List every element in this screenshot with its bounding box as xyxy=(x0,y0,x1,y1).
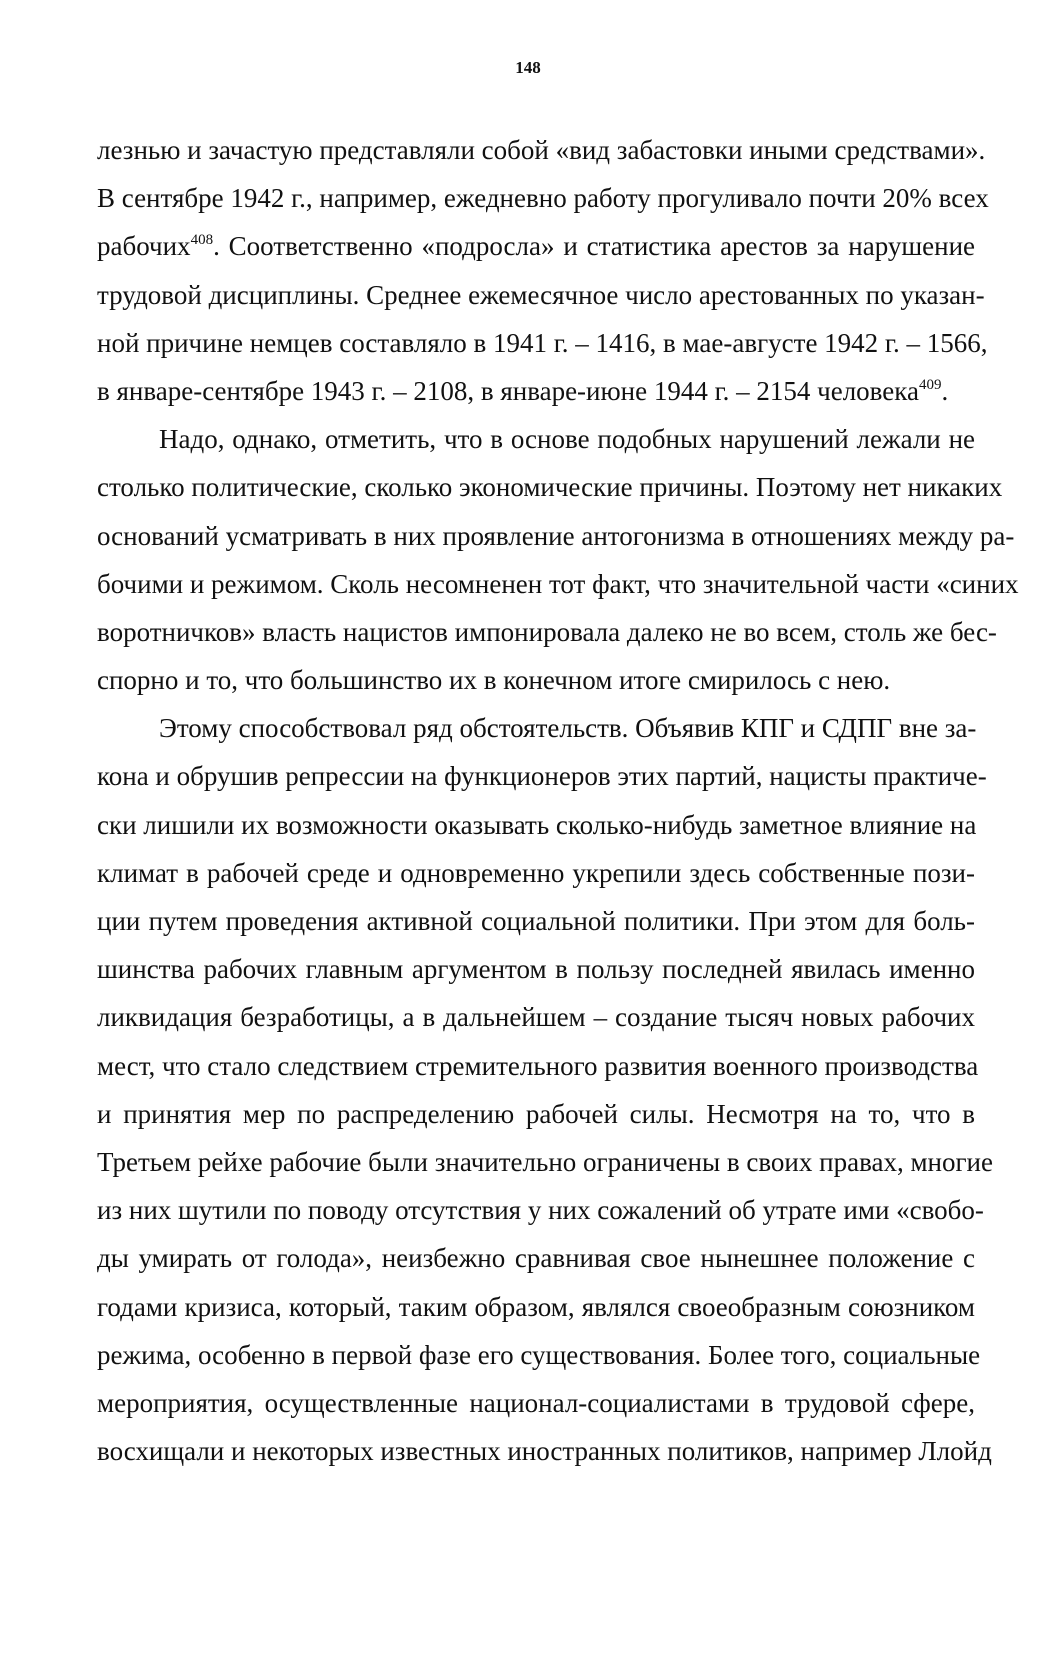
line-text: бочими и режимом. Сколь несомненен тот факт, что значительной части «синих xyxy=(97,568,1019,599)
page-number: 148 xyxy=(515,58,541,77)
text-line xyxy=(97,271,985,319)
text-line xyxy=(97,463,1003,511)
text-line xyxy=(97,1427,992,1475)
line-text: Третьем рейхе рабочие были значительно ограничены в своих правах, многие xyxy=(97,1146,993,1177)
text-line xyxy=(97,801,975,849)
line-text: Надо, однако, отметить, что в основе подобных нарушений лежали не xyxy=(159,424,975,455)
line-text: ции путем проведения активной социальной политики. При этом для боль- xyxy=(97,906,975,936)
text-line xyxy=(97,1379,975,1427)
line-text: шинства рабочих главным аргументом в пользу последней явилась именно xyxy=(97,954,975,985)
footnote-marker: 409 xyxy=(918,376,942,393)
line-text: ски лишили их возможности оказывать сколько-нибудь заметное влияние на xyxy=(97,809,977,840)
paragraph xyxy=(97,415,1019,704)
text-line xyxy=(97,1234,975,1282)
text-line xyxy=(97,222,975,270)
line-text: кона и обрушив репрессии на функционеров этих партий, нацисты практиче- xyxy=(97,761,987,792)
line-text: столько политические, сколько экономические причины. Поэтому нет никаких xyxy=(97,472,1003,503)
line-text: мест, что стало следствием стремительного развития военного производства xyxy=(97,1050,979,1081)
text-line xyxy=(97,126,986,174)
text-line xyxy=(97,752,987,800)
line-text: в январе-сентябре 1943 г. – 2108, в январе-июне 1944 г. – 2154 человека xyxy=(97,375,919,406)
line-text: режима, особенно в первой фазе его существования. Более того, социальные xyxy=(97,1339,981,1370)
line-text: и принятия мер по распределению рабочей силы. Несмотря на то, что в xyxy=(97,1098,975,1129)
text-line xyxy=(97,1042,979,1090)
text-body xyxy=(97,126,1019,1475)
paragraph xyxy=(97,126,989,415)
line-text-after-footnote: . Соответственно «подросла» и статистика арестов за нарушение xyxy=(213,231,975,262)
text-line xyxy=(97,656,975,704)
line-text: годами кризиса, который, таким образом, являлся своеобразным союзником xyxy=(97,1291,975,1322)
text-line xyxy=(97,415,975,463)
line-text: мероприятия, осуществленные национал-социалистами в трудовой сфере, xyxy=(97,1387,975,1418)
paragraph xyxy=(97,704,993,1475)
text-line xyxy=(97,945,975,993)
text-line xyxy=(97,704,975,752)
text-line xyxy=(97,319,988,367)
line-text: трудовой дисциплины. Среднее ежемесячное число арестованных по указан- xyxy=(97,279,985,310)
text-line xyxy=(97,608,997,656)
line-text: из них шутили по поводу отсутствия у них сожалений об утрате ими «свобо- xyxy=(97,1195,984,1226)
text-line xyxy=(97,367,975,415)
line-text: ной причине немцев составляло в 1941 г. – 1416, в мае-августе 1942 г. – 1566, xyxy=(97,327,988,358)
line-text-after-footnote: . xyxy=(941,375,949,406)
text-line xyxy=(97,849,975,897)
text-line xyxy=(97,1138,993,1186)
text-line xyxy=(97,993,975,1041)
text-line xyxy=(97,1186,984,1234)
text-line xyxy=(97,1090,975,1138)
text-line xyxy=(97,174,989,222)
line-text: климат в рабочей среде и одновременно укрепили здесь собственные пози- xyxy=(97,857,975,888)
line-text: Этому способствовал ряд обстоятельств. Объявив КПГ и СДПГ вне за- xyxy=(159,713,977,744)
line-text: рабочих xyxy=(97,231,191,262)
line-text: ды умирать от голода», неизбежно сравнивая свое нынешнее положение с xyxy=(97,1243,975,1274)
line-text: ликвидация безработицы, а в дальнейшем – создание тысяч новых рабочих xyxy=(97,1002,975,1033)
line-text: восхищали и некоторых известных иностранных политиков, например Ллойд xyxy=(97,1436,992,1467)
line-text: спорно и то, что большинство их в конечном итоге смирилось с нею. xyxy=(97,665,891,696)
text-line xyxy=(97,1331,981,1379)
line-text: оснований усматривать в них проявление антогонизма в отношениях между ра- xyxy=(97,520,1015,551)
line-text: лезнью и зачастую представляли собой «вид забастовки иными средствами». xyxy=(97,135,986,165)
line-text: воротничков» власть нацистов импонировала далеко не во всем, столь же бес- xyxy=(97,616,997,647)
line-text: В сентябре 1942 г., например, ежедневно работу прогуливало почти 20% всех xyxy=(97,183,989,214)
text-line xyxy=(97,897,975,945)
text-line xyxy=(97,560,1019,608)
text-line xyxy=(97,1283,975,1331)
footnote-marker: 408 xyxy=(190,232,214,249)
text-line xyxy=(97,512,1015,560)
